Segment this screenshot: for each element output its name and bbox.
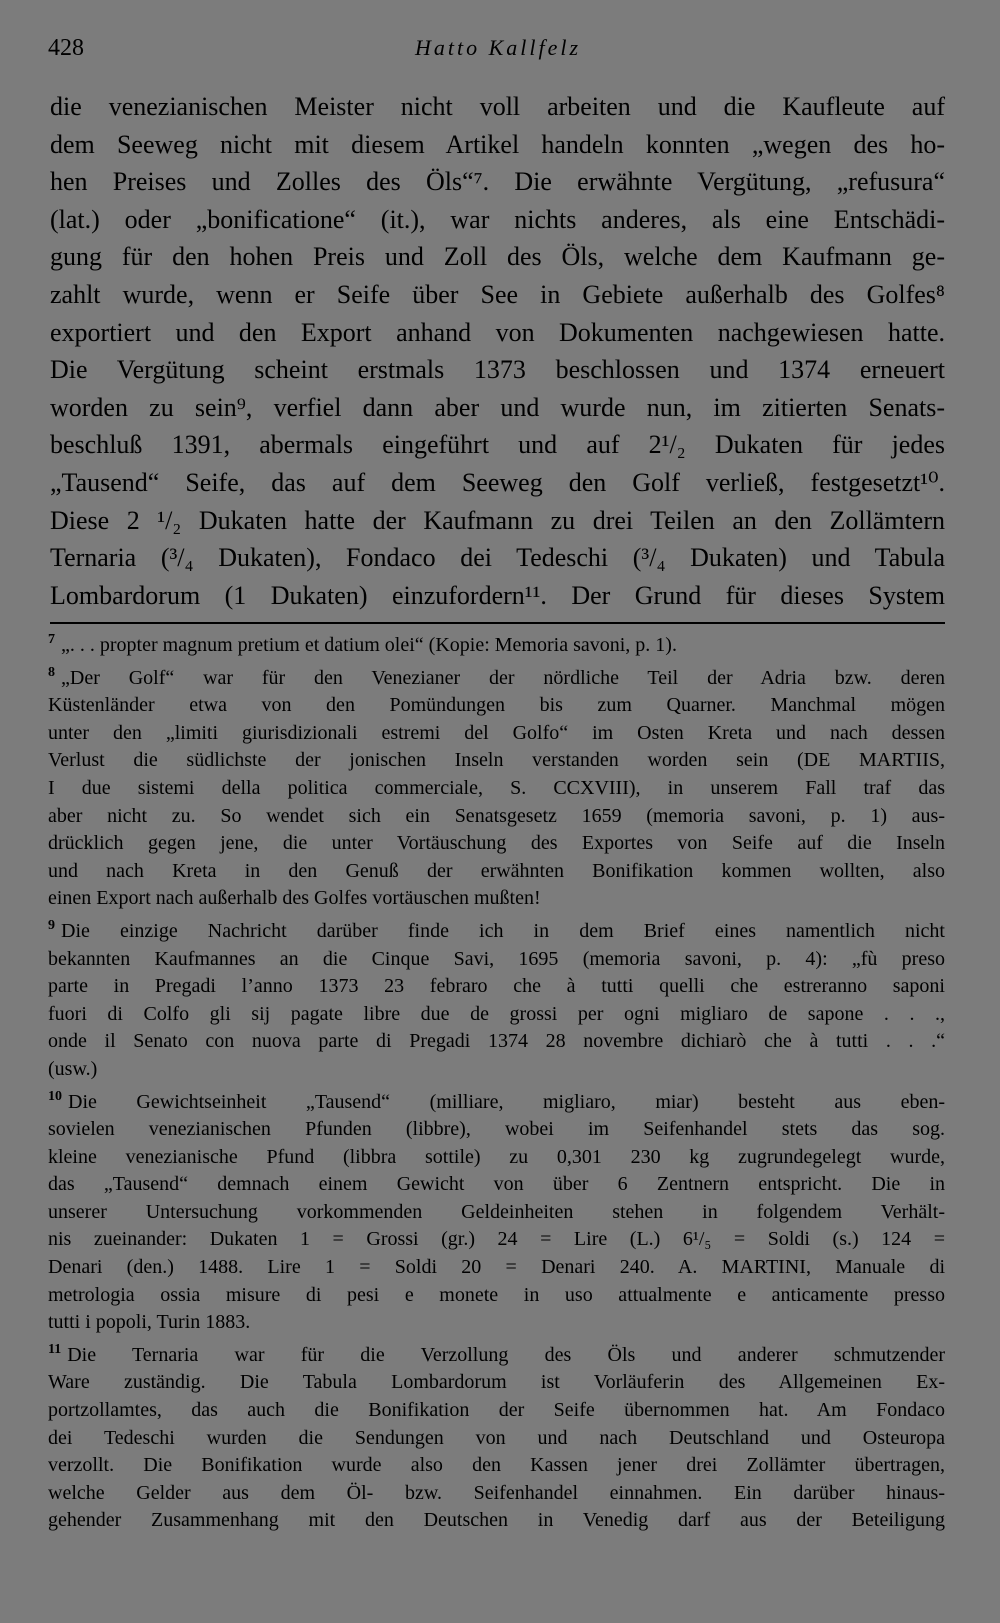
footnote-line <box>48 1089 945 1117</box>
footnote-separator <box>50 622 945 624</box>
footnote-line: welche Gelder aus dem Öl- bzw. Seifenhandel einnahmen. Ein darüber hinaus- <box>48 1481 945 1504</box>
footnote-11 <box>48 1342 945 1535</box>
footnote-line: (usw.) <box>48 1057 98 1080</box>
footnote-line <box>48 665 945 693</box>
footnote-line: unter den „limiti giurisdizionali estremi del Golfo“ im Osten Kreta und nach dessen <box>48 721 945 744</box>
body-line: Diese 2 ¹/₂ Dukaten hatte der Kaufmann zu drei Teilen an den Zollämtern <box>50 505 945 535</box>
footnote-line: gehender Zusammenhang mit den Deutschen in Venedig darf aus der Beteiligung <box>48 1509 945 1532</box>
footnote-line: I due sistemi della politica commerciale, S. CCXVIII), in unserem Fall traf das <box>48 776 945 799</box>
footnote-line: verzollt. Die Bonifikation wurde also den Kassen jener drei Zollämter übertragen, <box>48 1454 945 1477</box>
body-line: hen Preises und Zolles des Öls“⁷. Die erwähnte Vergütung, „refusura“ <box>50 167 945 197</box>
footnote-line: einen Export nach außerhalb des Golfes vortäuschen mußten! <box>48 887 541 910</box>
page-number: 428 <box>48 35 84 61</box>
body-line: Lombardorum (1 Dukaten) einzufordern¹¹. Der Grund für dieses System <box>50 580 945 610</box>
footnote-text: Die einzige Nachricht darüber finde ich in dem Brief eines namentlich nicht <box>61 919 945 942</box>
body-line: Ternaria (³/₄ Dukaten), Fondaco dei Tedeschi (³/₄ Dukaten) und Tabula <box>50 543 945 573</box>
footnote-line: unserer Untersuchung vorkommenden Geldeinheiten stehen in folgendem Verhält- <box>48 1200 945 1223</box>
footnote-line <box>48 918 945 946</box>
footnote-line: kleine venezianische Pfund (libbra sottile) zu 0,301 230 kg zugrundegelegt wurde, <box>48 1145 945 1168</box>
footnote-text: „Der Golf“ war für den Venezianer der nördliche Teil der Adria bzw. deren <box>61 666 945 689</box>
footnote-line: sovielen venezianischen Pfunden (libbre), wobei im Seifenhandel stets das sog. <box>48 1118 945 1141</box>
footnote-line: nis zueinander: Dukaten 1 = Grossi (gr.) 24 = Lire (L.) 6¹/₅ = Soldi (s.) 124 = <box>48 1228 945 1251</box>
footnote-line: metrologia ossia misure di pesi e monete in uso attualmente e anticamente presso <box>48 1283 945 1306</box>
body-text <box>50 88 945 614</box>
footnote-mark: 9 <box>48 918 55 934</box>
footnote-line: parte in Pregadi l’anno 1373 23 febraro che à tutti quelli che estreranno saponi <box>48 975 945 998</box>
running-head: Hatto Kallfelz <box>414 35 582 60</box>
footnote-mark: 7 <box>48 632 55 648</box>
footnote-line: Verlust die südlichste der jonischen Inseln verstanden worden sein (DE MARTIIS, <box>48 749 945 772</box>
footnote-line: drücklich gegen jene, die unter Vortäuschung des Exportes von Seife auf die Inseln <box>48 832 945 855</box>
body-line: „Tausend“ Seife, das auf dem Seeweg den Golf verließ, festgesetzt¹⁰. <box>50 467 945 497</box>
footnote-mark: 10 <box>48 1088 62 1104</box>
footnote-line: onde il Senato con nuova parte di Pregadi 1374 28 novembre dichiarò che à tutti . . .“ <box>48 1030 945 1053</box>
footnote-line <box>48 632 945 660</box>
footnote-line: Küstenländer etwa von den Pomündungen bis zum Quarner. Manchmal mögen <box>48 694 945 717</box>
body-line: dem Seeweg nicht mit diesem Artikel handeln konnten „wegen des ho- <box>50 129 945 159</box>
body-line: die venezianischen Meister nicht voll arbeiten und die Kaufleute auf <box>50 92 945 121</box>
footnote-line: das „Tausend“ demnach einem Gewicht von über 6 Zentnern entspricht. Die in <box>48 1173 945 1196</box>
footnotes <box>48 632 945 1540</box>
footnote-line: aber nicht zu. So wendet sich ein Senatsgesetz 1659 (memoria savoni, p. 1) aus- <box>48 804 945 827</box>
footnote-mark: 11 <box>48 1342 62 1358</box>
page-header <box>48 30 948 70</box>
footnote-line: fuori di Colfo gli sij pagate libre due de grossi per ogni migliaro de sapone . . ., <box>48 1002 945 1025</box>
body-line: Die Vergütung scheint erstmals 1373 beschlossen und 1374 erneuert <box>50 355 945 385</box>
footnote-7 <box>48 632 945 660</box>
footnote-8 <box>48 665 945 913</box>
footnote-text: „. . . propter magnum pretium et datium olei“ (Kopie: Memoria savoni, p. 1). <box>61 634 677 656</box>
body-line: worden zu sein⁹, verfiel dann aber und wurde nun, im zitierten Senats- <box>50 392 945 422</box>
footnote-text: Die Ternaria war für die Verzollung des Öls und anderer schmutzender <box>67 1343 945 1366</box>
footnote-line: dei Tedeschi wurden die Sendungen von und nach Deutschland und Osteuropa <box>48 1426 945 1449</box>
body-line: (lat.) oder „bonificatione“ (it.), war nichts anderes, als eine Entschädi- <box>50 204 945 234</box>
footnote-line: bekannten Kaufmannes an die Cinque Savi, 1695 (memoria savoni, p. 4): „fù preso <box>48 947 945 970</box>
body-line: exportiert und den Export anhand von Dokumenten nachgewiesen hatte. <box>50 317 945 347</box>
body-line: beschluß 1391, abermals eingeführt und auf 2¹/₂ Dukaten für jedes <box>50 430 945 460</box>
footnote-text: Die Gewichtseinheit „Tausend“ (milliare, migliaro, miar) besteht aus eben- <box>68 1090 945 1113</box>
footnote-line <box>48 1342 945 1370</box>
footnote-9 <box>48 918 945 1084</box>
footnote-line: tutti i popoli, Turin 1883. <box>48 1311 251 1334</box>
footnote-line: portzollamtes, das auch die Bonifikation der Seife übernommen hat. Am Fondaco <box>48 1399 945 1422</box>
body-line: zahlt wurde, wenn er Seife über See in Gebiete außerhalb des Golfes⁸ <box>50 279 945 309</box>
body-line: gung für den hohen Preis und Zoll des Öls, welche dem Kaufmann ge- <box>50 242 945 272</box>
footnote-mark: 8 <box>48 664 55 680</box>
footnote-line: und nach Kreta in den Genuß der erwähnten Bonifikation kommen wollten, also <box>48 859 945 882</box>
footnote-10 <box>48 1089 945 1337</box>
footnote-line: Denari (den.) 1488. Lire 1 = Soldi 20 = Denari 240. A. MARTINI, Manuale di <box>48 1256 945 1279</box>
footnote-line: Ware zuständig. Die Tabula Lombardorum ist Vorläuferin des Allgemeinen Ex- <box>48 1371 945 1394</box>
